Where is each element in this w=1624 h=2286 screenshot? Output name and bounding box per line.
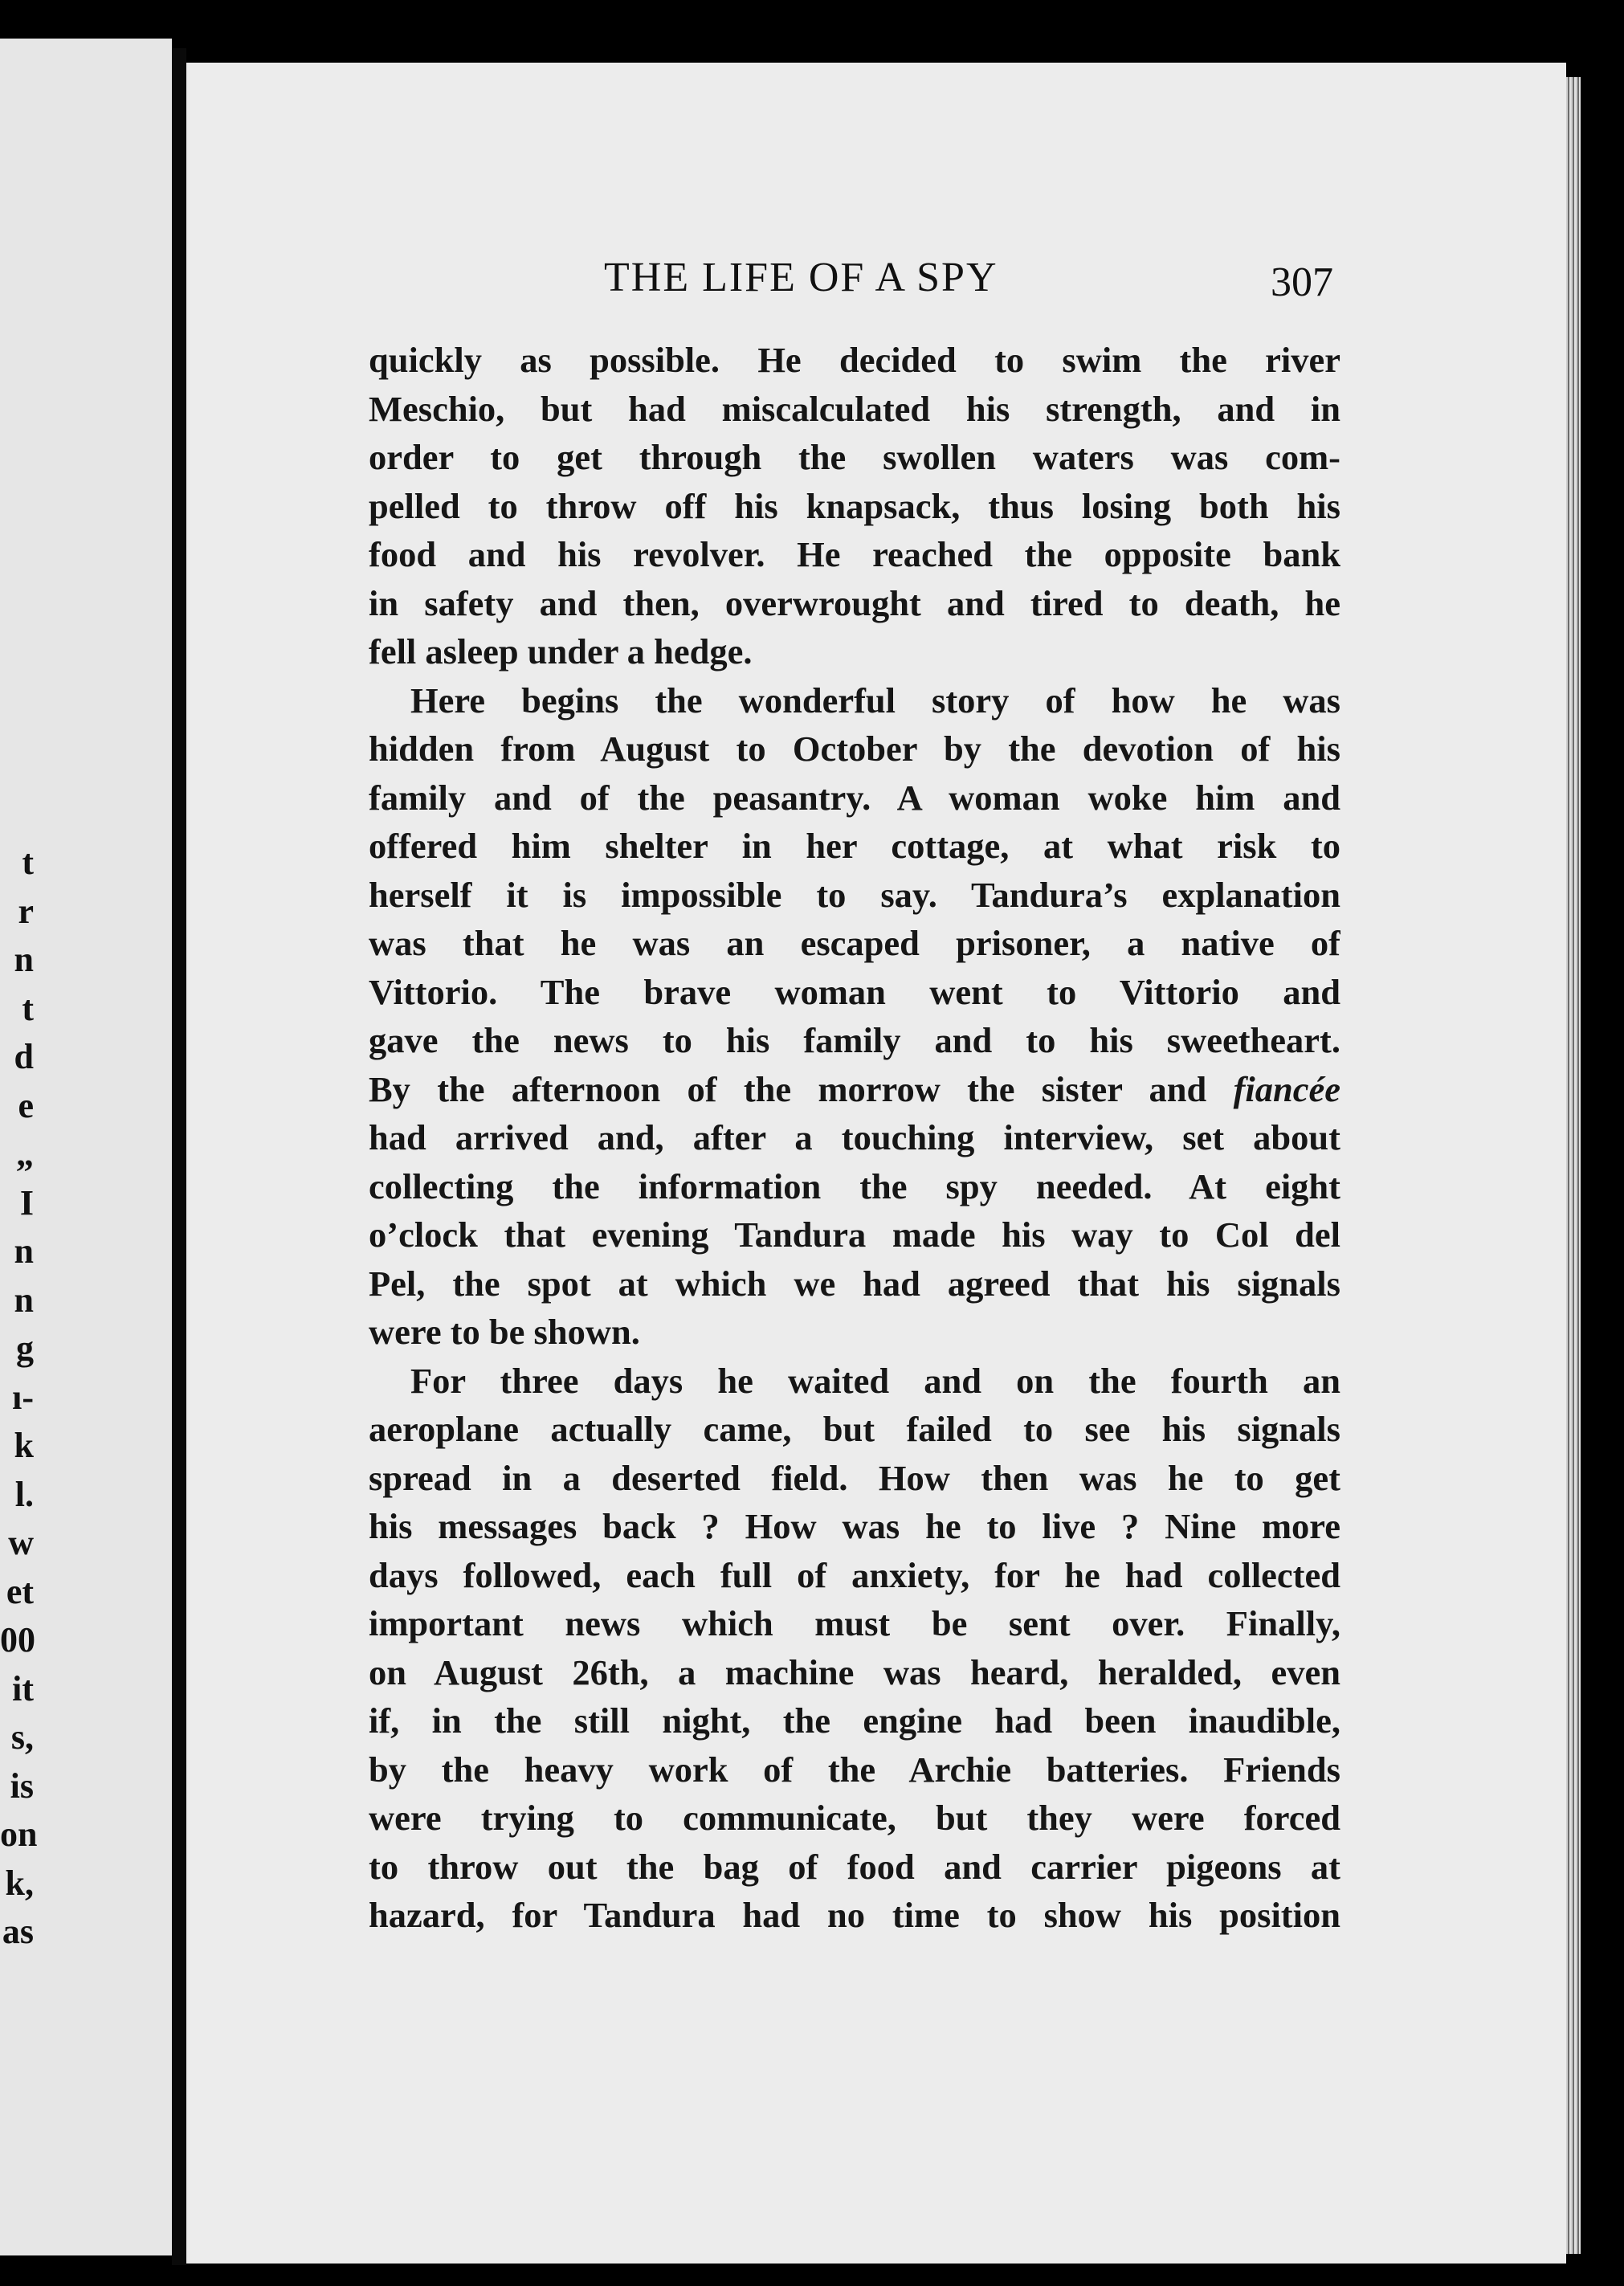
page-edge (1566, 77, 1581, 2254)
text-line: to throw out the bag of food and carrier pigeons at (369, 1846, 1340, 1887)
body-text (369, 336, 1340, 1940)
page-number: 307 (1271, 259, 1333, 305)
text-fragment: k, (5, 1863, 34, 1903)
text-line: on August 26th, a machine was heard, heralded, even (369, 1651, 1340, 1692)
text-line: collecting the information the spy needed. At eight (369, 1165, 1340, 1206)
text-line: offered him shelter in her cottage, at what risk to (369, 826, 1340, 866)
text-line: order to get through the swollen waters was com- (369, 437, 1340, 477)
text-line: were trying to communicate, but they were forced (369, 1798, 1340, 1838)
running-title: THE LIFE OF A SPY (604, 255, 998, 300)
book-gutter (172, 48, 186, 2265)
text-line: pelled to throw off his knapsack, thus losing both his (369, 485, 1340, 526)
text-line: had arrived and, after a touching interview, set about (369, 1117, 1340, 1157)
text-fragment: w (8, 1523, 34, 1562)
text-line: For three days he waited and on the fourth an (410, 1360, 1340, 1401)
text-line: o’clock that evening Tandura made his way to Col del (369, 1214, 1340, 1255)
text-fragment: l. (14, 1474, 34, 1514)
page-header (186, 254, 1566, 310)
text-fragment: t (22, 988, 34, 1028)
text-fragment: t (22, 843, 34, 882)
previous-page-text-fragments (0, 839, 48, 1957)
text-line: his messages back ? How was he to live ? Nine more (369, 1506, 1340, 1546)
text-line-with-italic (369, 1065, 1340, 1114)
text-fragment: n (14, 1280, 34, 1320)
text-line: hazard, for Tandura had no time to show his position (369, 1895, 1340, 1935)
text-fragment: k (14, 1426, 34, 1465)
text-line: days followed, each full of anxiety, for he had collected (369, 1554, 1340, 1595)
text-span: By the afternoon of the morrow the sister and (369, 1068, 1207, 1109)
text-line: fell asleep under a hedge. (369, 631, 753, 672)
book-page (186, 63, 1566, 2264)
text-fragment: n (14, 1231, 34, 1271)
text-fragment: n (14, 940, 34, 979)
text-line: food and his revolver. He reached the opposite bank (369, 534, 1340, 574)
text-fragment: „ (16, 1134, 34, 1174)
text-fragment: it (12, 1668, 34, 1708)
text-fragment: d (14, 1037, 34, 1076)
paragraph-3 (369, 1357, 1340, 1940)
text-line: was that he was an escaped prisoner, a native of (369, 923, 1340, 963)
text-fragment: is (10, 1766, 34, 1806)
text-line: Here begins the wonderful story of how he was (410, 680, 1340, 720)
text-fragment: g (16, 1329, 34, 1368)
text-line: family and of the peasantry. A woman woke him and (369, 777, 1340, 818)
text-fragment: 00 (0, 1620, 35, 1659)
text-line: in safety and then, overwrought and tired to death, he (369, 582, 1340, 623)
text-line: Meschio, but had miscalculated his strength, and in (369, 388, 1340, 429)
text-fragment: s, (10, 1717, 34, 1757)
text-line: if, in the still night, the engine had been inaudible, (369, 1700, 1340, 1741)
italic-word: fiancée (1233, 1068, 1340, 1109)
text-line: Pel, the spot at which we had agreed that his signals (369, 1263, 1340, 1304)
text-fragment: ı- (12, 1377, 34, 1417)
text-line: were to be shown. (369, 1312, 640, 1352)
text-line: aeroplane actually came, but failed to see his signals (369, 1409, 1340, 1449)
text-line: important news which must be sent over. Finally, (369, 1603, 1340, 1643)
text-fragment: e (18, 1085, 34, 1125)
text-line: by the heavy work of the Archie batteries. Friends (369, 1749, 1340, 1790)
text-line: spread in a deserted field. How then was he to get (369, 1457, 1340, 1498)
text-fragment: et (6, 1571, 34, 1611)
text-fragment: as (2, 1912, 34, 1951)
text-fragment: I (19, 1182, 34, 1223)
text-line: quickly as possible. He decided to swim the river (369, 340, 1340, 380)
text-fragment: r (18, 891, 34, 931)
text-line: herself it is impossible to say. Tandura’s explanation (369, 874, 1340, 915)
paragraph-2 (369, 676, 1340, 1357)
text-line: hidden from August to October by the devotion of his (369, 729, 1340, 769)
paragraph-1 (369, 336, 1340, 676)
text-fragment: on (0, 1815, 38, 1854)
text-line: gave the news to his family and to his sweetheart. (369, 1020, 1340, 1060)
previous-page-edge (0, 39, 172, 2255)
text-line: Vittorio. The brave woman went to Vittorio and (369, 971, 1340, 1012)
